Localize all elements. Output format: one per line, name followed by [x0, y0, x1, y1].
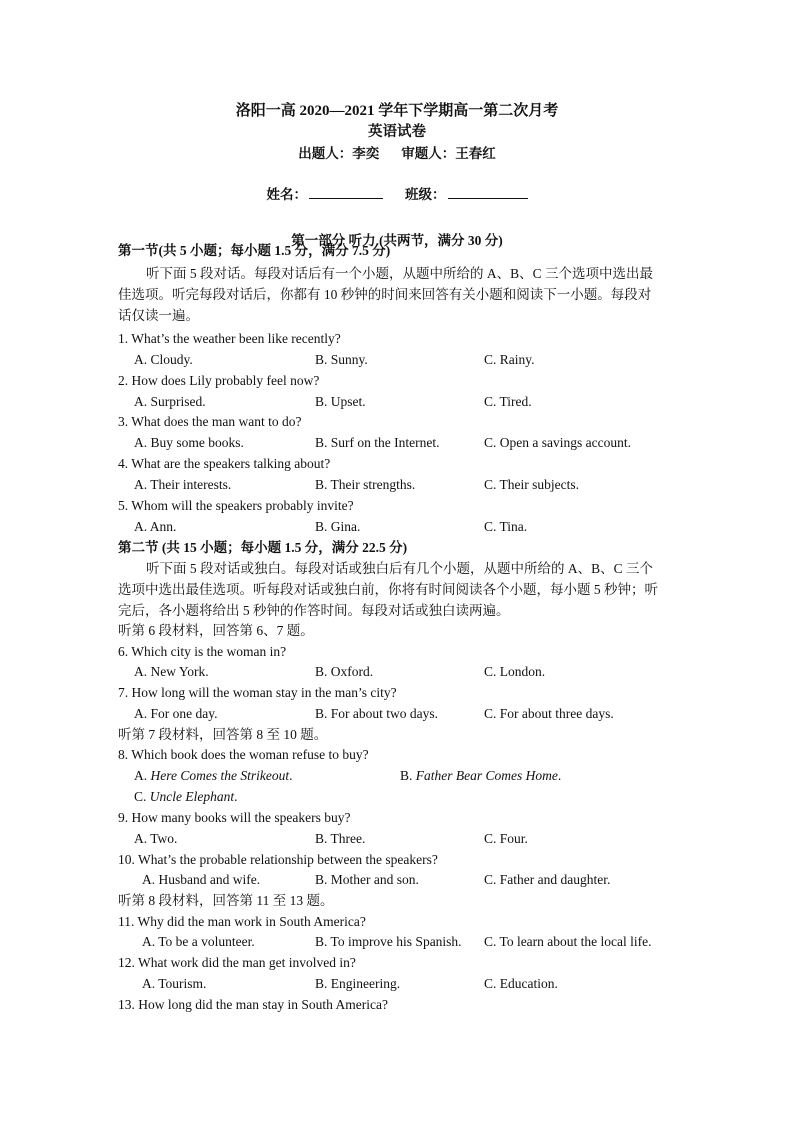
question-stem: 11. Why did the man work in South America? — [118, 914, 366, 929]
option-b[interactable]: B. Surf on the Internet. — [315, 435, 440, 450]
option-letter: B. — [400, 768, 416, 783]
option-c[interactable] — [134, 788, 238, 806]
option-a[interactable]: A. Their interests. — [134, 477, 232, 492]
option-b[interactable]: B. Three. — [315, 831, 366, 846]
book-title: Father Bear Comes Home — [415, 768, 558, 783]
option-b[interactable]: B. For about two days. — [315, 706, 438, 721]
option-letter: A. — [134, 768, 151, 783]
option-a[interactable]: A. New York. — [134, 664, 209, 679]
option-a[interactable]: A. Tourism. — [142, 976, 207, 991]
option-c[interactable]: C. Four. — [484, 831, 528, 846]
option-b[interactable]: B. Mother and son. — [315, 872, 419, 887]
option-a[interactable]: A. Buy some books. — [134, 435, 244, 450]
question-stem: 7. How long will the woman stay in the man’s city? — [118, 685, 397, 700]
option-period: . — [557, 768, 562, 783]
material-note: 听第 6 段材料，回答第 6、7 题。 — [118, 623, 314, 638]
book-title: Here Comes the Strikeout — [150, 768, 290, 783]
question-stem: 2. How does Lily probably feel now? — [118, 373, 320, 388]
option-b[interactable]: B. Their strengths. — [315, 477, 416, 492]
setter-label: 出题人：李奕 — [298, 146, 380, 161]
exam-subject: 英语试卷 — [368, 124, 426, 140]
option-c[interactable]: C. Rainy. — [484, 352, 535, 367]
section2-heading: 第二节 (共 15 小题；每小题 1.5 分，满分 22.5 分) — [118, 540, 408, 555]
class-blank[interactable] — [448, 186, 528, 199]
section1-instructions — [118, 263, 678, 326]
option-b[interactable]: B. To improve his Spanish. — [315, 934, 462, 949]
instruction-line: 选项中选出最佳选项。听每段对话或独白前，你将有时间阅读各个小题，每小题 5 秒钟；听 — [118, 582, 658, 597]
question-stem: 13. How long did the man stay in South America? — [118, 997, 388, 1012]
option-a[interactable]: A. Two. — [134, 831, 178, 846]
instruction-line: 完后，各小题将给出 5 秒钟的作答时间。每段对话或独白读两遍。 — [118, 603, 510, 618]
option-a[interactable]: A. Ann. — [134, 519, 177, 534]
option-c[interactable]: C. Father and daughter. — [484, 872, 611, 887]
option-b[interactable]: B. Gina. — [315, 519, 361, 534]
option-a[interactable]: A. Cloudy. — [134, 352, 193, 367]
question-stem: 4. What are the speakers talking about? — [118, 456, 331, 471]
section2-instructions — [118, 558, 678, 621]
option-b[interactable]: B. Sunny. — [315, 352, 368, 367]
option-c[interactable]: C. London. — [484, 664, 546, 679]
instruction-line: 佳选项。听完每段对话后，你都有 10 秒钟的时间来回答有关小题和阅读下一小题。每段对 — [118, 287, 652, 302]
instruction-line: 听下面 5 段对话。每段对话后有一个小题，从题中所给的 A、B、C 三个选项中选出最 — [146, 266, 654, 281]
option-c[interactable]: C. Open a savings account. — [484, 435, 631, 450]
option-c[interactable]: C. Tired. — [484, 394, 532, 409]
instruction-line: 听下面 5 段对话或独白。每段对话或独白后有几个小题，从题中所给的 A、B、C 三个 — [146, 561, 654, 576]
student-info-row — [0, 183, 794, 203]
section1-heading: 第一节(共 5 小题；每小题 1.5 分，满分 7.5 分) — [118, 243, 391, 258]
question-stem: 9. How many books will the speakers buy? — [118, 810, 351, 825]
option-b[interactable]: B. Engineering. — [315, 976, 401, 991]
option-letter: C. — [134, 789, 150, 804]
material-note: 听第 8 段材料，回答第 11 至 13 题。 — [118, 893, 334, 908]
option-c[interactable]: C. Tina. — [484, 519, 528, 534]
option-a[interactable]: A. To be a volunteer. — [142, 934, 255, 949]
option-a[interactable]: A. For one day. — [134, 706, 218, 721]
option-a[interactable]: A. Husband and wife. — [142, 872, 261, 887]
option-a[interactable] — [134, 767, 292, 785]
option-b[interactable]: B. Oxford. — [315, 664, 374, 679]
option-period: . — [289, 768, 293, 783]
option-c[interactable]: C. To learn about the local life. — [484, 934, 652, 949]
question-stem: 5. Whom will the speakers probably invite? — [118, 498, 354, 513]
question-stem: 12. What work did the man get involved in? — [118, 955, 356, 970]
option-period: . — [234, 789, 238, 804]
part1-heading: 第一部分 听力 (共两节，满分 30 分) — [291, 233, 503, 248]
option-c[interactable]: C. For about three days. — [484, 706, 614, 721]
name-label: 姓名： — [266, 187, 307, 202]
name-blank[interactable] — [309, 186, 383, 199]
reviewer-label: 审题人：王春红 — [401, 146, 496, 161]
option-c[interactable]: C. Education. — [484, 976, 558, 991]
question-stem: 8. Which book does the woman refuse to buy? — [118, 747, 369, 762]
instruction-line: 话仅读一遍。 — [118, 308, 199, 323]
option-b[interactable] — [400, 767, 561, 785]
exam-title: 洛阳一高 2020—2021 学年下学期高一第二次月考 — [235, 103, 559, 119]
book-title: Uncle Elephant — [149, 789, 235, 804]
material-note: 听第 7 段材料，回答第 8 至 10 题。 — [118, 727, 328, 742]
question-stem: 6. Which city is the woman in? — [118, 644, 287, 659]
option-b[interactable]: B. Upset. — [315, 394, 366, 409]
question-stem: 10. What’s the probable relationship between the speakers? — [118, 852, 438, 867]
question-stem: 1. What’s the weather been like recently? — [118, 331, 341, 346]
question-stem: 3. What does the man want to do? — [118, 414, 302, 429]
class-label: 班级： — [405, 187, 446, 202]
authors-line — [0, 142, 794, 162]
option-c[interactable]: C. Their subjects. — [484, 477, 579, 492]
option-a[interactable]: A. Surprised. — [134, 394, 206, 409]
